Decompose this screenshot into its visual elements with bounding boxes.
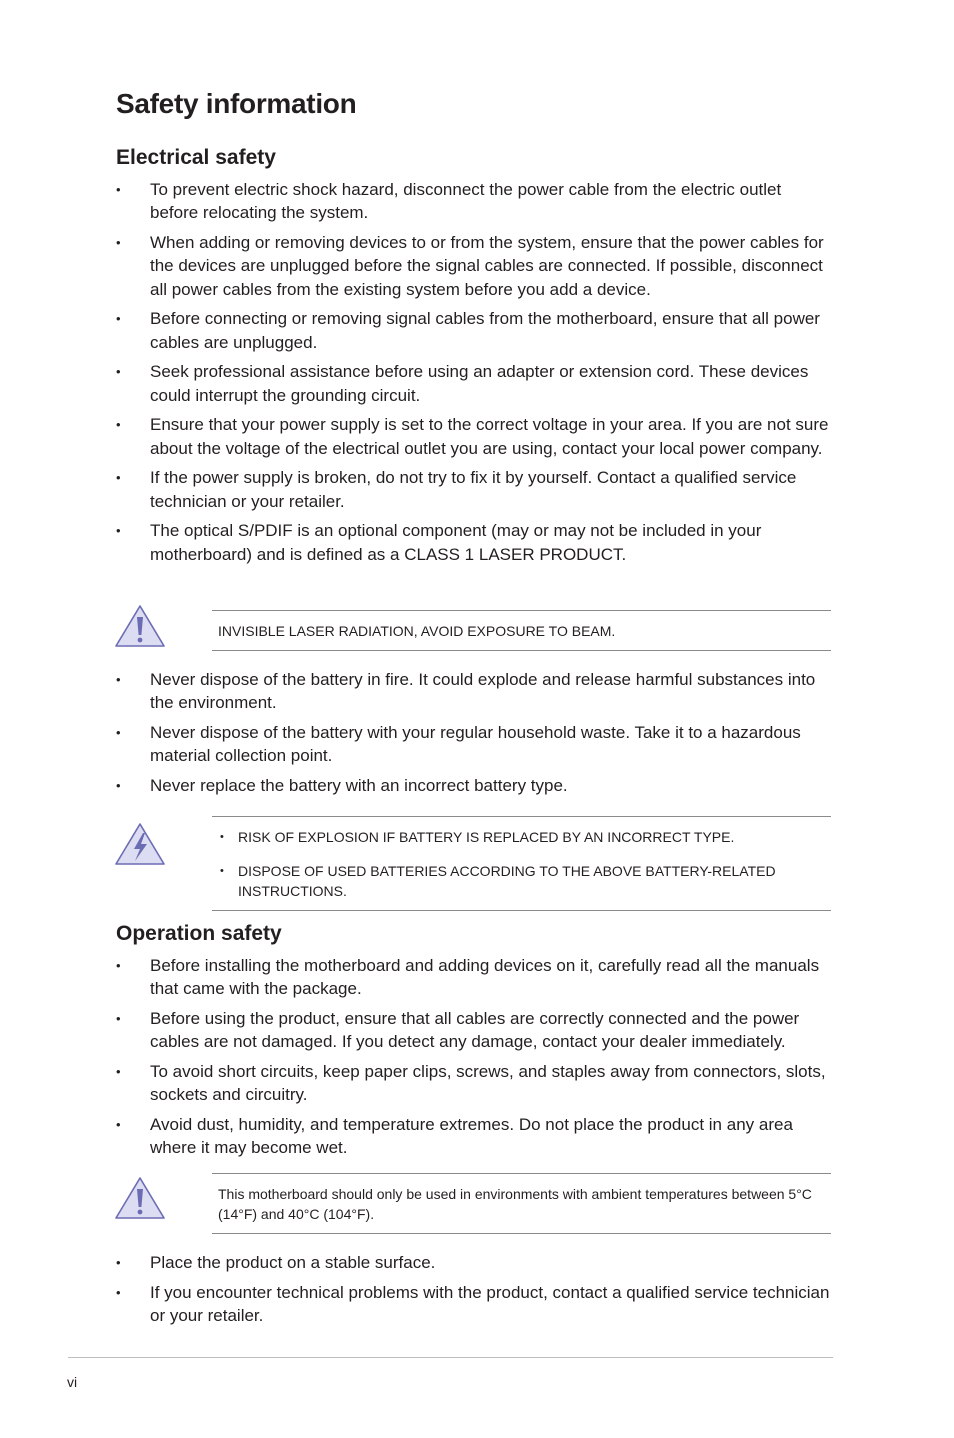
page-title: Safety information (116, 88, 357, 119)
electrical-hazard-icon (114, 822, 166, 866)
laser-notice-text: INVISIBLE LASER RADIATION, AVOID EXPOSURE TO BEAM. (218, 623, 616, 639)
temperature-notice (212, 1173, 831, 1234)
operation-safety-list-2 (116, 1251, 832, 1327)
electrical-safety-heading: Electrical safety (116, 146, 276, 169)
list-item: • Before installing the motherboard and adding devices on it, carefully read all the manuals that came with the package. (116, 954, 832, 1001)
footer-divider (68, 1357, 833, 1358)
list-item: • Seek professional assistance before using an adapter or extension cord. These devices could interrupt the grounding circuit. (116, 360, 832, 407)
battery-notice (212, 816, 831, 911)
list-item: • When adding or removing devices to or from the system, ensure that the power cables for the devices are unplugged before the signal cables are connected. If possible, disconnect all power cables from the existing system before you add a device. (116, 231, 832, 301)
list-item: • Avoid dust, humidity, and temperature extremes. Do not place the product in any area where it may become wet. (116, 1113, 832, 1160)
list-item: • Before connecting or removing signal cables from the motherboard, ensure that all power cables are unplugged. (116, 307, 832, 354)
list-item: • If you encounter technical problems with the product, contact a qualified service technician or your retailer. (116, 1281, 832, 1328)
temperature-notice-text: This motherboard should only be used in environments with ambient temperatures between 5°C (14°F) and 40°C (104°F). (218, 1186, 812, 1222)
list-item: • Never dispose of the battery in fire. It could explode and release harmful substances into the environment. (116, 668, 832, 715)
operation-safety-list (116, 954, 832, 1160)
operation-safety-heading: Operation safety (116, 922, 282, 945)
list-item: • DISPOSE OF USED BATTERIES ACCORDING TO THE ABOVE BATTERY-RELATED INSTRUCTIONS. (212, 861, 831, 901)
list-item: • If the power supply is broken, do not try to fix it by yourself. Contact a qualified service technician or your retailer. (116, 466, 832, 513)
list-item: • Place the product on a stable surface. (116, 1251, 832, 1274)
list-item: • Before using the product, ensure that all cables are correctly connected and the power cables are not damaged. If you detect any damage, contact your dealer immediately. (116, 1007, 832, 1054)
battery-safety-list (116, 668, 832, 797)
list-item: • To prevent electric shock hazard, disconnect the power cable from the electric outlet before relocating the system. (116, 178, 832, 225)
laser-notice (212, 610, 831, 651)
electrical-safety-list (116, 178, 832, 566)
list-item: • Ensure that your power supply is set to the correct voltage in your area. If you are not sure about the voltage of the electrical outlet you are using, contact your local power company. (116, 413, 832, 460)
list-item: • RISK OF EXPLOSION IF BATTERY IS REPLACED BY AN INCORRECT TYPE. (212, 827, 831, 847)
caution-exclamation-icon (114, 604, 166, 648)
list-item: • To avoid short circuits, keep paper clips, screws, and staples away from connectors, slots, sockets and circuitry. (116, 1060, 832, 1107)
list-item: • Never dispose of the battery with your regular household waste. Take it to a hazardous material collection point. (116, 721, 832, 768)
list-item: • Never replace the battery with an incorrect battery type. (116, 774, 832, 797)
battery-notice-list (212, 827, 831, 901)
list-item: • The optical S/PDIF is an optional component (may or may not be included in your motherboard) and is defined as a CLASS 1 LASER PRODUCT. (116, 519, 832, 566)
page-number: vi (67, 1374, 78, 1390)
caution-exclamation-icon (114, 1176, 166, 1220)
